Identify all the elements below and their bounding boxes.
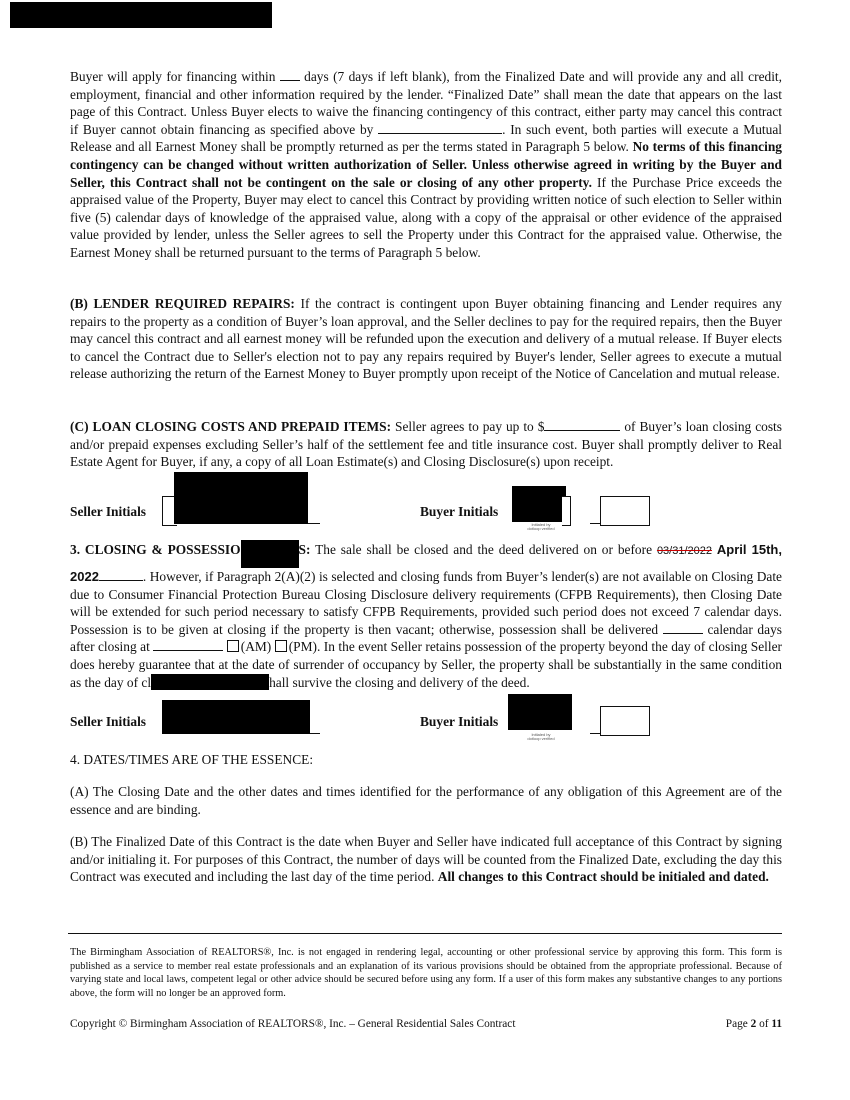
section-4b-text: (B) The Finalized Date of this Contract is the date when Buyer and Seller have indicated full acceptance of this Contract by signing and/or initialing it. For purposes of this Contract, the number of days will be counted from the Finalized Date, excluding the day this Contract was executed and including the last day of the time period. (70, 834, 782, 885)
financing-by-blank[interactable] (378, 121, 502, 134)
buyer-initials-label: Buyer Initials (420, 504, 499, 519)
dotloop-stamp-2: Initialed by dotloop verified (527, 732, 555, 741)
buyer-initials-redaction (512, 486, 566, 522)
section-4-heading: 4. DATES/TIMES ARE OF THE ESSENCE: (70, 752, 314, 767)
para-a-text-4: If the Purchase Price exceeds the appraised value of the Property, Buyer may elect to cancel this Contract by providing written notice of such election to Seller within five (5) calendar days of knowledge of the appraised value, along with a copy of the appraisal or other evidence of the appraised value provided by lender, unless the Seller agrees to sell the Property under this Contract for the appraised value. Otherwise, the Earnest Money shall be returned pursuant to the terms of Paragraph 5 below. (70, 174, 782, 260)
section-3-text-5: hall survive the closing and delivery of the deed. (269, 674, 530, 690)
am-label: (AM) (240, 639, 272, 655)
buyer-initials-line-2 (590, 523, 600, 524)
para-c-text-1: Seller agrees to pay up to $ (395, 419, 545, 434)
para-c-text-2: of Buyer’s loan closing costs and/or prepaid expenses excluding Seller’s half of the settlement fee and title insurance cost. Buyer shall promptly deliver to Real Estate Agent for Buyer, if any, a copy of all Loan Estimate(s) and Closing Disclosure(s) upon receipt. (70, 419, 782, 470)
initials-row-2 (70, 704, 782, 744)
dotloop-stamp-1: Initialed by dotloop verified (527, 522, 555, 531)
footer-copyright-line (70, 1018, 782, 1030)
section-3-text-2: . However, if Paragraph 2(A)(2) is selected and closing funds from Buyer’s lender(s) are not available on Closing Date due to Consumer Financial Protection Bureau Closing Disclosure delivery requirements (CFPB Requirements), then Closing Date will be extended for such period necessary to satisfy CFPB Requirements, provided such period does not exceed 7 calendar days. Possession is to be given at closing if the property is then vacant; otherwise, possession shall be delivered (70, 569, 782, 637)
section-3-text-1: The sale shall be closed and the deed delivered on or before (315, 542, 653, 557)
am-checkbox[interactable] (227, 640, 239, 652)
para-a-text-3: . In such event, both parties will execute a Mutual Release and all Earnest Money shall be promptly returned as per the terms stated in Paragraph 5 below. (70, 121, 782, 155)
possession-days-blank[interactable] (663, 621, 703, 634)
closing-date-blank[interactable] (99, 568, 143, 581)
struck-closing-date: 03/31/2022 (656, 545, 712, 557)
pm-checkbox[interactable] (275, 640, 287, 652)
para-a-text-1: Buyer will apply for financing within (70, 69, 276, 84)
para-a-text-2: days (7 days if left blank), from the Finalized Date and will provide any and all credit, employment, financial and other information required by the lender. “Finalized Date” shall mean the date that appears on the last page of this Contract. Unless Buyer elects to waive the financing contingency of this contract, either party may cancel this contract if Buyer cannot obtain financing as specified above by (70, 69, 782, 137)
new-closing-date: April 15th, 2022 (70, 542, 782, 584)
section-4b-paragraph (70, 833, 782, 886)
buyer-initials-redaction-2 (508, 694, 572, 730)
section-3-heading-redaction (241, 540, 299, 568)
buyer-initials-line-3 (590, 733, 600, 734)
page-current: 2 (750, 1018, 757, 1030)
page-label: Page (725, 1018, 748, 1030)
initials-row-1 (70, 494, 782, 534)
financing-days-blank[interactable] (280, 68, 300, 81)
section-3-heading: 3. CLOSING & POSSESSIO (70, 542, 241, 557)
seller-initials-redaction (174, 472, 308, 524)
page-total: 11 (771, 1018, 782, 1030)
copyright-text: Copyright © Birmingham Association of REALTORS®, Inc. – General Residential Sales Contract (70, 1018, 516, 1030)
buyer-initials-label-2: Buyer Initials (420, 714, 499, 729)
redaction-header (10, 2, 272, 28)
lender-repairs-paragraph (70, 295, 782, 383)
closing-costs-amount-blank[interactable] (544, 418, 620, 431)
section-4b-bold: All changes to this Contract should be initialed and dated. (437, 869, 769, 885)
section-4a-paragraph: (A) The Closing Date and the other dates and times identified for the performance of any obligation of this Agreement are of the essence and are binding. (70, 784, 782, 817)
buyer-initials-box-3[interactable] (600, 706, 650, 736)
seller-initials-label-2: Seller Initials (70, 714, 147, 729)
footer-rule (68, 933, 782, 934)
page-number (726, 1018, 782, 1030)
possession-time-blank[interactable] (153, 638, 223, 651)
section-3-heading-tail: S: (298, 542, 311, 557)
page-of: of (759, 1018, 769, 1030)
section-3-text-3: calendar days after closing at (70, 621, 782, 655)
seller-initials-redaction-2 (162, 700, 310, 734)
loan-closing-costs-paragraph (70, 418, 782, 471)
closing-possession-paragraph (70, 540, 782, 691)
buyer-initials-box-1[interactable] (562, 496, 571, 526)
seller-initials-line (308, 523, 320, 524)
lender-repairs-text: If the contract is contingent upon Buyer obtaining financing and Lender requires any repairs to the property as a condition of Buyer’s loan approval, and the Seller declines to pay for the required repairs, then the Buyer may cancel this contract and all earnest money will be refunded upon the execution and delivery of a mutual release. If Buyer elects to cancel the Contract due to Seller's election not to pay any repairs required by Buyer's lender, Seller agrees to execute a mutual release authorizing the return of the Earnest Money to Buyer promptly upon receipt of the Notice of Cancelation and mutual release. (70, 296, 782, 382)
financing-paragraph (70, 68, 782, 262)
loan-closing-costs-heading: (C) LOAN CLOSING COSTS AND PREPAID ITEMS: (70, 419, 392, 434)
section-3-body-redaction (151, 674, 269, 690)
pm-label: (PM). (288, 639, 321, 655)
buyer-initials-box-2[interactable] (600, 496, 650, 526)
lender-repairs-heading: (B) LENDER REQUIRED REPAIRS: (70, 296, 295, 311)
footer-disclaimer: The Birmingham Association of REALTORS®, Inc. is not engaged in rendering legal, accounting or other professional service by approving this form. This form is published as a service to member real estate professionals and an explanation of its various provisions should be obtained from the appropriate professional. Because of varying state and local laws, competent legal or other advice should be secured before using any form. If a user of this form makes any substantive changes to any portions above, the form will no longer be an approved form. (70, 947, 782, 999)
seller-initials-label: Seller Initials (70, 504, 147, 519)
seller-initials-line-2 (310, 733, 320, 734)
section-3-text-4: In the event Seller retains possession of the property beyond the day of closing Seller does hereby guarantee that at the date of surrender of occupancy by Seller, the property shall be substantially in the same condition as the day of cl (70, 639, 782, 690)
para-a-bold: No terms of this financing contingency can be changed without written authorization of Seller. Unless otherwise agreed in writing by the Buyer and Seller, this Contract shall not be contingent on the sale or closing of any other property. (70, 139, 782, 190)
